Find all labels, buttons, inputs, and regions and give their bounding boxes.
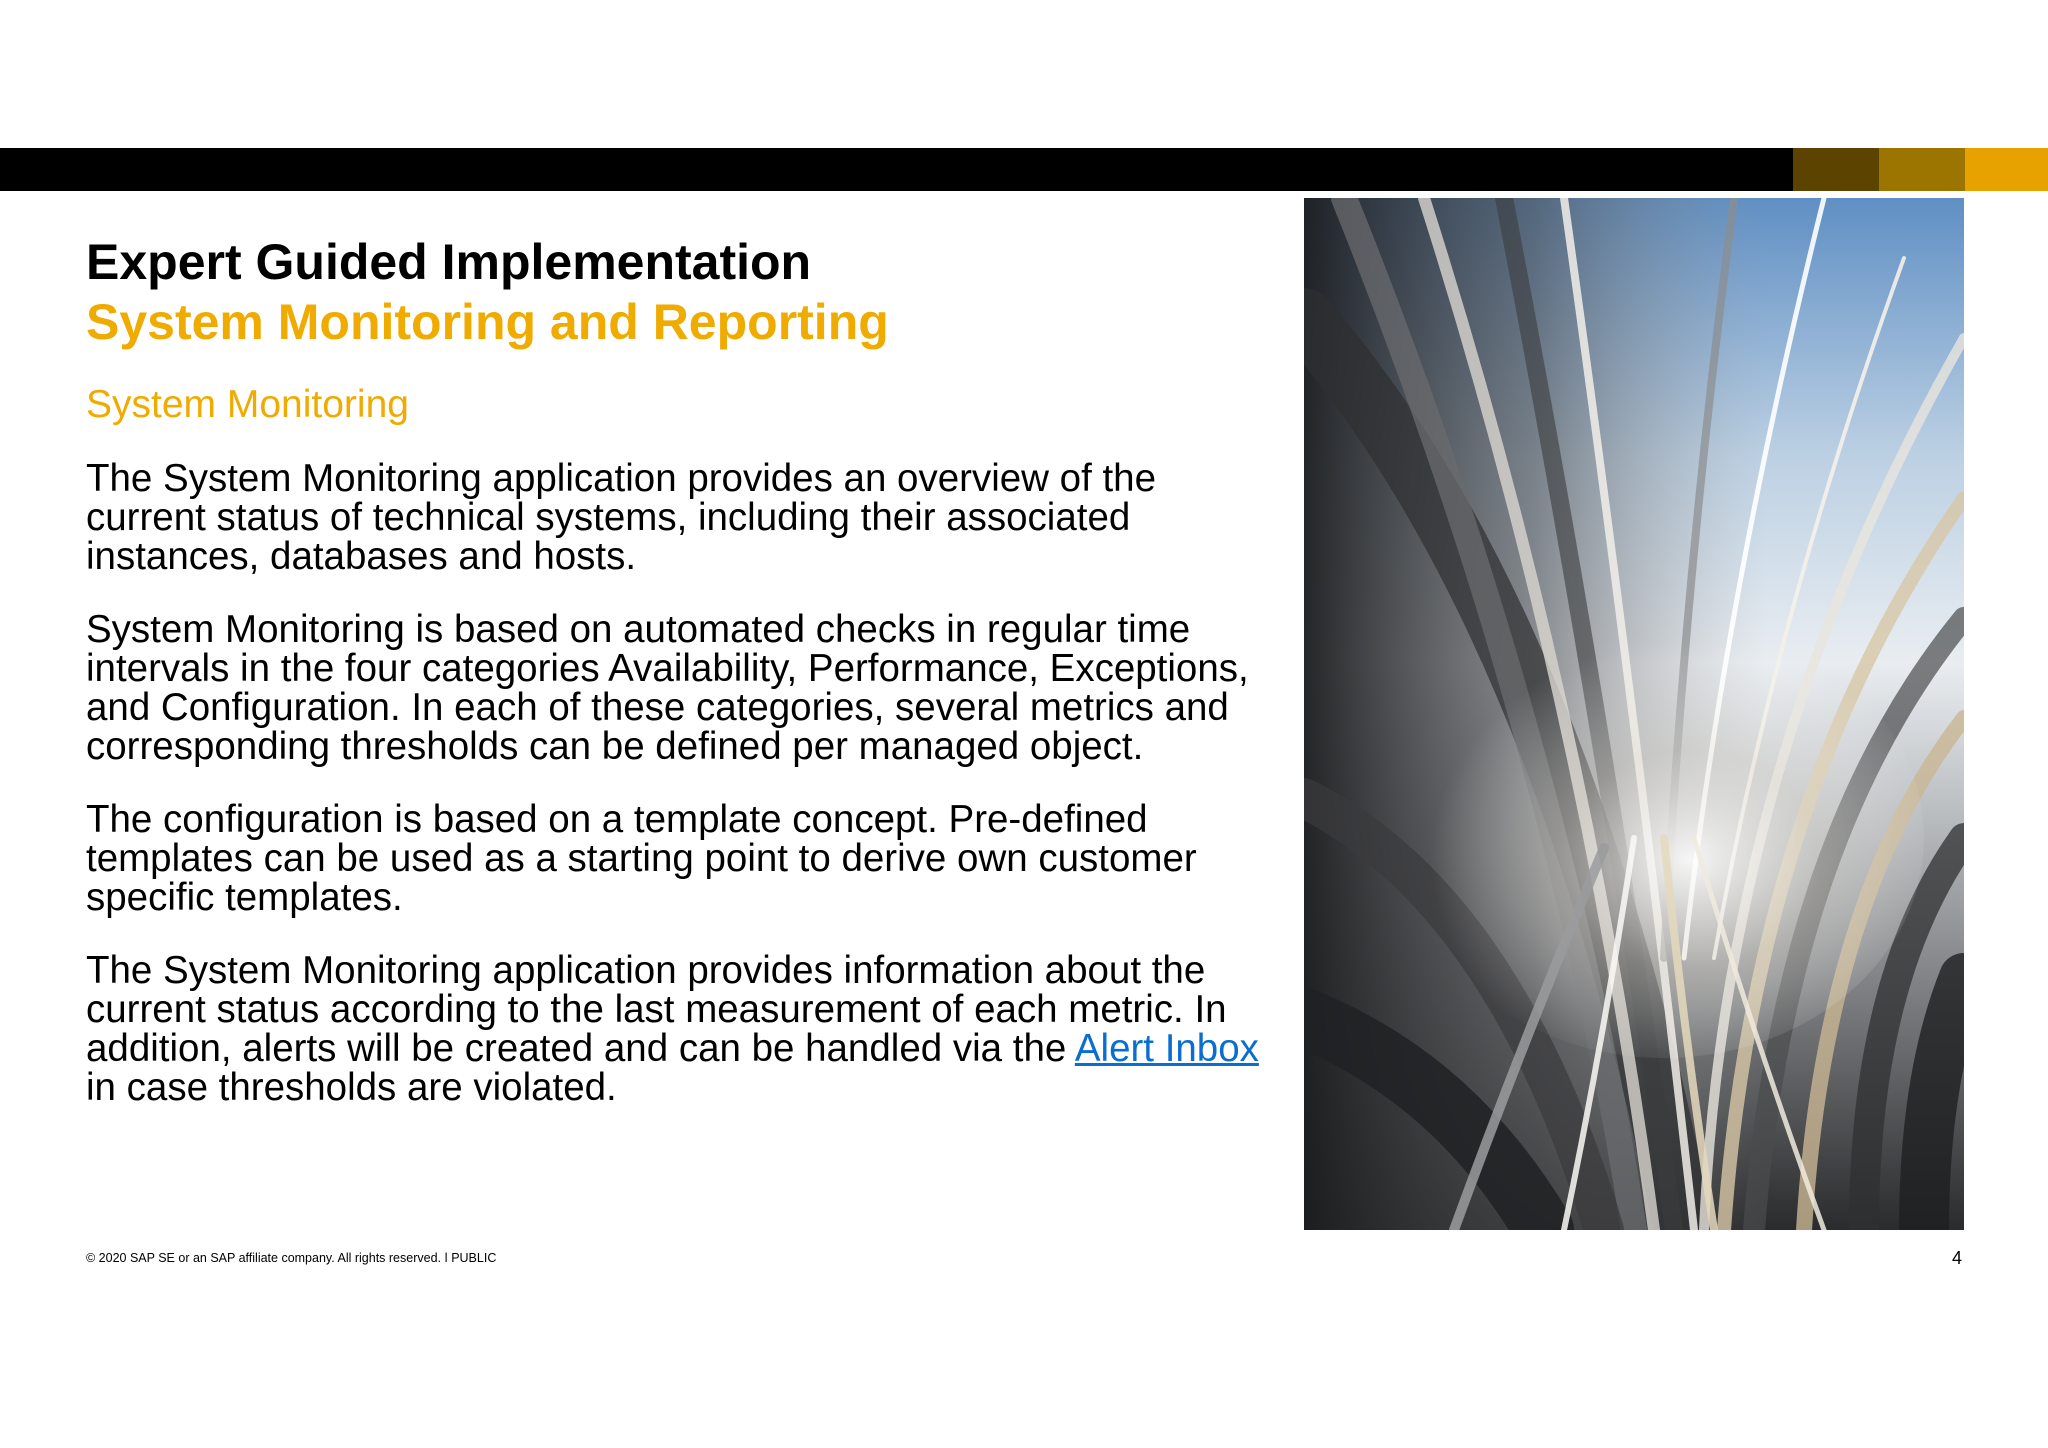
paragraph-checks: System Monitoring is based on automated checks in regular time intervals in the four categories Availability, Performance, Exceptions, and Configuration. In each of these categories, several metrics and corresponding thresholds can be defined per managed object. xyxy=(86,607,1249,768)
paragraph-alerts-text-start: The System Monitoring application provides information about the current status according to the last measurement of each metric. In addition, alerts will be created and can be handled via the xyxy=(86,948,1227,1070)
top-band xyxy=(0,148,2048,191)
band-block-mid-gold xyxy=(1879,148,1965,191)
footer-copyright: © 2020 SAP SE or an SAP affiliate company. All rights reserved. ǀ PUBLIC xyxy=(86,1251,497,1265)
page-number: 4 xyxy=(1952,1248,1963,1268)
tunnel-photo-svg xyxy=(1304,198,1964,1230)
paragraph-overview: The System Monitoring application provides an overview of the current status of technical systems, including their associated instances, databases and hosts. xyxy=(86,456,1156,578)
paragraph-templates: The configuration is based on a template concept. Pre-defined templates can be used as a starting point to derive own customer specific templates. xyxy=(86,797,1197,919)
text-area xyxy=(86,232,1286,1107)
paragraph-alerts-text-end: in case thresholds are violated. xyxy=(86,1065,617,1109)
slide-title: Expert Guided Implementation xyxy=(86,234,812,290)
band-block-gold xyxy=(1965,148,2048,191)
motion-blur-tunnel-image xyxy=(1304,198,1964,1230)
section-heading: System Monitoring xyxy=(86,383,409,426)
paragraph-alerts xyxy=(86,948,1286,1109)
slide-subtitle: System Monitoring and Reporting xyxy=(86,294,889,350)
band-block-dark-gold xyxy=(1793,148,1879,191)
alert-inbox-link[interactable]: Alert Inbox xyxy=(1074,1026,1259,1070)
